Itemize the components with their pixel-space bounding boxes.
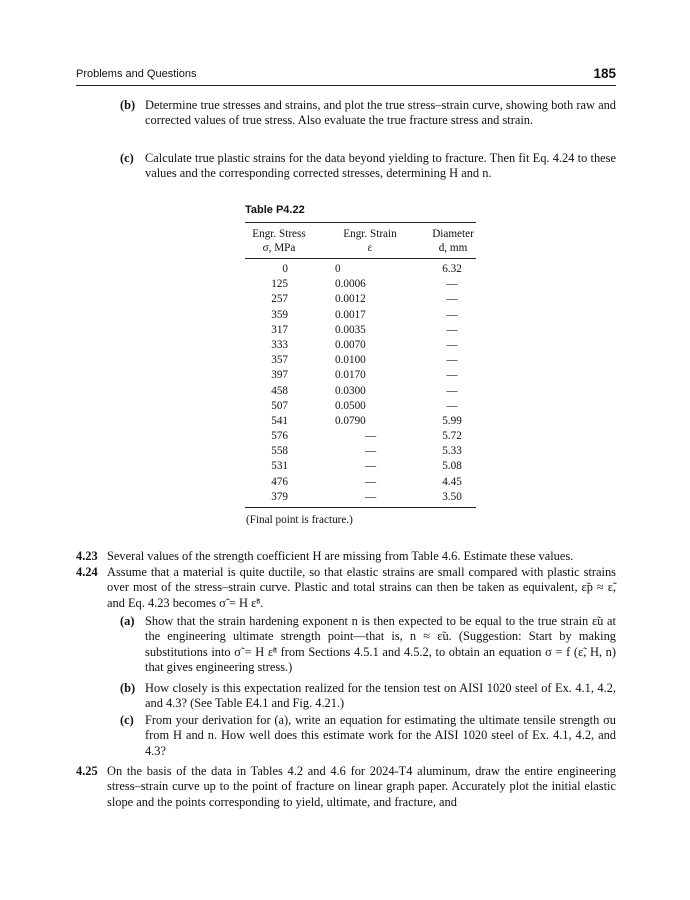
section-title: Problems and Questions (76, 68, 197, 80)
strain-cell: 0.0017 (335, 308, 366, 321)
table-row (245, 385, 476, 400)
table-row (245, 400, 476, 415)
part-text: Show that the strain hardening exponent n is then expected to be equal to the true strain ε̃u at the engineering ultimate strength point—that is, n ≈ ε̃u. (Suggestion: Start by making substitutions into σ̃ = H ε̃ⁿ from Sections 4.5.1 and 4.5.2, to obtain an equation σ = f (ε̃, H, n) that gives engineering stress.) (145, 614, 616, 674)
diameter-cell: — (446, 278, 458, 291)
problem-4-25 (76, 764, 616, 812)
table-bottom-rule (245, 507, 476, 508)
problem-number: 4.24 (76, 565, 98, 579)
part-label: (c) (120, 151, 134, 165)
part-label: (b) (120, 681, 136, 695)
column-header-stress: Engr. Stress σ, MPa (252, 228, 306, 254)
problem-text: On the basis of the data in Tables 4.2 and 4.6 for 2024-T4 aluminum, draw the entire engineering stress–strain curve up to the point of fracture on linear graph paper. Accurately plot the initial elastic slope and the points corresponding to yield, ultimate, and fracture, and (107, 764, 616, 809)
strain-cell: 0.0790 (335, 414, 366, 427)
table-header-rule (245, 258, 476, 259)
strain-cell: — (365, 490, 377, 503)
column-header-diameter: Diameter d, mm (432, 228, 474, 254)
stress-cell: 541 (271, 414, 288, 427)
table-row (245, 430, 476, 445)
stress-cell: 458 (271, 384, 288, 397)
problem-part-b (120, 98, 616, 148)
diameter-cell: — (446, 384, 458, 397)
strain-cell: — (365, 475, 377, 488)
table-title: Table P4.22 (245, 204, 305, 216)
diameter-cell: 5.99 (442, 414, 462, 427)
problem-text: Assume that a material is quite ductile, so that elastic strains are small compared with plastic strains over most of the stress–strain curve. Plastic and total strains can then be taken as equivalent, ε̃p ≈ ε̃, and Eq. 4.23 becomes σ̃ = H ε̃ⁿ. (107, 565, 616, 610)
stress-cell: 359 (271, 308, 288, 321)
strain-cell: 0.0300 (335, 384, 366, 397)
part-text: Calculate true plastic strains for the data beyond yielding to fracture. Then fit Eq. 4.24 to these values and the corresponding corrected stresses, determining H and n. (145, 151, 616, 181)
strain-cell: — (365, 460, 377, 473)
problem-4-24-part-a (120, 614, 616, 678)
part-label: (b) (120, 98, 136, 112)
part-label: (a) (120, 614, 135, 628)
diameter-cell: 5.72 (442, 430, 462, 443)
table-row (245, 491, 476, 506)
problem-part-c (120, 151, 616, 185)
problem-text: Several values of the strength coefficient H are missing from Table 4.6. Estimate these values. (107, 549, 574, 563)
part-text: From your derivation for (a), write an equation for estimating the ultimate tensile strength σu from H and n. How well does this estimate work for the AISI 1020 steel of Ex. 4.1, 4.2, and 4.3? (145, 713, 616, 758)
stress-cell: 476 (271, 475, 288, 488)
stress-cell: 357 (271, 354, 288, 367)
strain-cell: 0.0070 (335, 338, 366, 351)
diameter-cell: — (446, 399, 458, 412)
strain-cell: — (365, 430, 377, 443)
strain-cell: 0.0100 (335, 354, 366, 367)
strain-cell: 0.0035 (335, 323, 366, 336)
stress-cell: 317 (271, 323, 288, 336)
diameter-cell: 5.33 (442, 445, 462, 458)
table-row (245, 415, 476, 430)
strain-cell: — (365, 445, 377, 458)
strain-cell: 0.0012 (335, 293, 366, 306)
diameter-cell: — (446, 338, 458, 351)
table-row (245, 339, 476, 354)
problem-number: 4.25 (76, 764, 98, 778)
stress-cell: 558 (271, 445, 288, 458)
column-header-strain: Engr. Strain ε (343, 228, 397, 254)
table-row (245, 263, 476, 278)
diameter-cell: 5.08 (442, 460, 462, 473)
diameter-cell: — (446, 308, 458, 321)
table-row (245, 445, 476, 460)
problem-4-24-part-c (120, 713, 616, 761)
table-body (245, 263, 476, 506)
strain-cell: 0.0170 (335, 369, 366, 382)
problem-4-23 (76, 549, 616, 565)
diameter-cell: — (446, 323, 458, 336)
part-label: (c) (120, 713, 134, 727)
strain-cell: 0 (335, 263, 341, 275)
problem-4-24-part-b (120, 681, 616, 713)
diameter-cell: — (446, 369, 458, 382)
stress-cell: 397 (271, 369, 288, 382)
stress-cell: 333 (271, 338, 288, 351)
stress-cell: 576 (271, 430, 288, 443)
diameter-cell: 3.50 (442, 490, 462, 503)
stress-cell: 257 (271, 293, 288, 306)
diameter-cell: — (446, 293, 458, 306)
stress-cell: 507 (271, 399, 288, 412)
table-row (245, 278, 476, 293)
table-row (245, 293, 476, 308)
stress-cell: 379 (271, 490, 288, 503)
diameter-cell: 6.32 (442, 263, 462, 275)
table-row (245, 309, 476, 324)
problem-4-24 (76, 565, 616, 613)
stress-cell: 125 (271, 278, 288, 291)
table-top-rule (245, 222, 476, 223)
part-text: Determine true stresses and strains, and plot the true stress–strain curve, showing both raw and corrected values of true stress. Also evaluate the true fracture stress and strain. (145, 98, 616, 128)
strain-cell: 0.0500 (335, 399, 366, 412)
table-row (245, 354, 476, 369)
table-row (245, 324, 476, 339)
diameter-cell: — (446, 354, 458, 367)
stress-cell: 531 (271, 460, 288, 473)
problem-number: 4.23 (76, 549, 98, 563)
diameter-cell: 4.45 (442, 475, 462, 488)
part-text: How closely is this expectation realized for the tension test on AISI 1020 steel of Ex. 4.1, 4.2, and 4.3? (See Table E4.1 and Fig. 4.21.) (145, 681, 616, 711)
table-note: (Final point is fracture.) (246, 514, 353, 526)
running-header (76, 67, 616, 86)
stress-cell: 0 (282, 263, 288, 275)
table-row (245, 476, 476, 491)
table-row (245, 460, 476, 475)
page-number: 185 (593, 66, 616, 81)
strain-cell: 0.0006 (335, 278, 366, 291)
table-row (245, 369, 476, 384)
